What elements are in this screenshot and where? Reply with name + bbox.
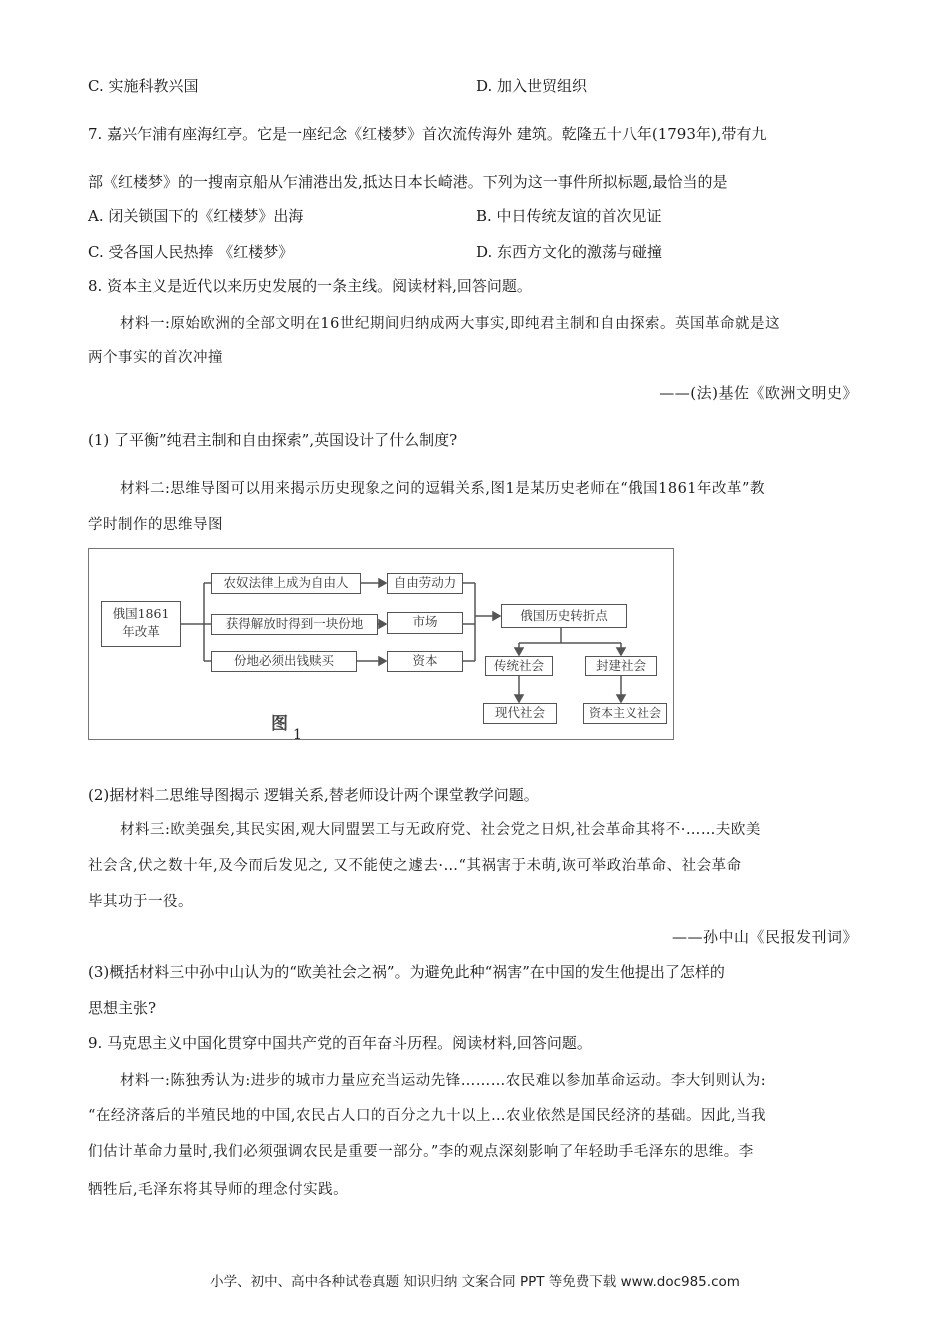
q8-material1-line1: 材料一:原始欧洲的全部文明在16世纪期间归纳成两大事实,即纯君主制和自由探索。英国革命就是这 (120, 316, 780, 332)
q6-option-c: C. 实施科教兴国 (88, 77, 199, 95)
q7-option-a: A. 闭关锁国下的《红楼梦》出海 (88, 207, 304, 225)
q8-material1-line2: 两个事实的首次冲撞 (88, 350, 223, 366)
node-traditional-society: 传统社会 (485, 656, 553, 676)
node-free-serfs: 农奴法律上成为自由人 (211, 573, 361, 594)
q8-material3-line3: 毕其功于一役。 (88, 894, 193, 910)
q7-option-c: C. 受各国人民热捧 《红楼梦》 (88, 243, 294, 261)
q9-material1-line2: “在经济落后的半殖民地的中国,农民占人口的百分之九十以上…农业依然是国民经济的基础。因此,当我 (88, 1108, 767, 1124)
node-redemption: 份地必须出钱赎买 (211, 651, 357, 672)
node-capital: 资本 (387, 651, 463, 672)
q8-question3-line1: (3)概括材料三中孙中山认为的“欧美社会之祸”。为避免此种“祸害”在中国的发生他提出了怎样的 (88, 963, 725, 981)
q7-stem-line1: 7. 嘉兴乍浦有座海红亭。它是一座纪念《红楼梦》首次流传海外 建筑。乾隆五十八年(1793年),带有九 (88, 125, 767, 143)
q9-intro: 9. 马克思主义中国化贯穿中国共产党的百年奋斗历程。阅读材料,回答问题。 (88, 1034, 592, 1052)
q8-question2: (2)据材料二思维导图揭示 逻辑关系,替老师设计两个课堂教学问题。 (88, 786, 539, 804)
node-modern-society: 现代社会 (483, 703, 557, 724)
q9-material1-line4: 牺牲后,毛泽东将其导师的理念付实践。 (88, 1182, 349, 1198)
node-root-line1: 俄国1861 (112, 606, 170, 621)
q8-material2-line1: 材料二:思维导图可以用来揭示历史现象之问的逗辑关系,图1是某历史老师在“俄国1861年改革”教 (120, 481, 765, 497)
q8-intro: 8. 资本主义是近代以来历史发展的一条主线。阅读材料,回答问题。 (88, 277, 532, 295)
node-free-labor: 自由劳动力 (387, 573, 463, 594)
figure-label: 图 (271, 714, 288, 734)
q8-material3-line1: 材料三:欧美强矣,其民实困,观大同盟罢工与无政府党、社会党之日炽,社会革命其将不·……夫欧美 (120, 822, 761, 838)
q8-material1-source: ——(法)基佐《欧洲文明史》 (659, 384, 858, 402)
q7-stem-line2: 部《红楼梦》的一搜南京船从乍浦港出发,抵达日本长崎港。下列为这一事件所拟标题,最恰当的是 (88, 173, 728, 191)
q8-material3-source: ——孙中山《民报发刊词》 (671, 928, 858, 946)
q9-material1-line3: 们估计革命力量时,我们必须强调农民是重要一部分。”李的观点深刻影响了年轻助手毛泽东的思维。李 (88, 1144, 754, 1160)
q8-material2-line2: 学时制作的思维导图 (88, 517, 223, 533)
node-market: 市场 (387, 612, 463, 634)
node-root-line2: 年改革 (122, 624, 160, 639)
q8-question3-line2: 思想主张? (88, 999, 157, 1017)
mind-map-figure (88, 548, 674, 743)
node-capitalist-society: 资本主义社会 (583, 703, 667, 724)
q9-material1-line1: 材料一:陈独秀认为:进步的城市力量应充当运动先锋………农民难以参加革命运动。李大钊则认为: (120, 1073, 767, 1089)
q7-option-b: B. 中日传统友谊的首次见证 (476, 207, 662, 225)
page-footer: 小学、初中、高中各种试卷真题 知识归纳 文案合同 PPT 等免费下载 www.doc985.com (210, 1274, 740, 1290)
node-land-allotment: 获得解放时得到一块份地 (211, 614, 378, 635)
q8-material3-line2: 社会含,伏之数十年,及今而后发见之, 又不能使之遽去·…“其祸害于未萌,诙可举政治革命、社会革命 (88, 858, 742, 874)
q8-question1: (1) 了平衡”纯君主制和自由探索”,英国设计了什么制度? (88, 431, 458, 449)
node-turning-point: 俄国历史转折点 (501, 604, 627, 628)
q7-option-d: D. 东西方文化的激荡与碰撞 (476, 243, 663, 261)
figure-number: 1 (293, 727, 302, 743)
q6-option-d: D. 加入世贸组织 (476, 77, 588, 95)
node-root (101, 601, 181, 647)
node-feudal-society: 封建社会 (585, 656, 657, 676)
